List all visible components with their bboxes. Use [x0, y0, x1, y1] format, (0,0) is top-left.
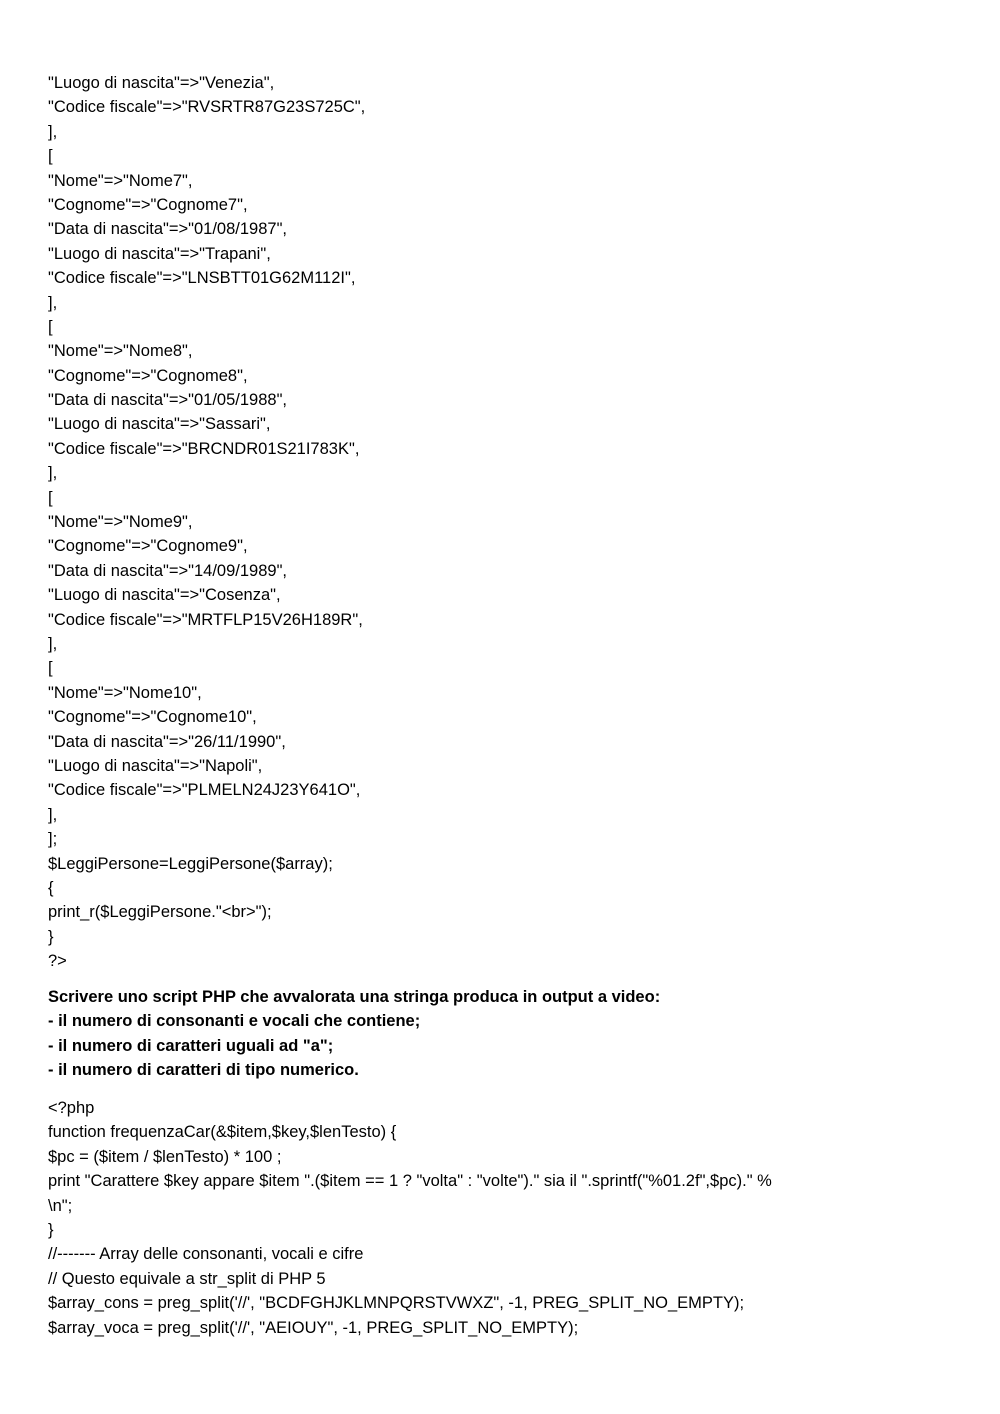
- statement-line: - il numero di caratteri uguali ad "a";: [48, 1036, 334, 1055]
- code-line: "Codice fiscale"=>"PLMELN24J23Y641O",: [48, 781, 361, 800]
- code-line: "Cognome"=>"Cognome9",: [48, 537, 248, 556]
- code-line: "Data di nascita"=>"01/08/1987",: [48, 220, 288, 239]
- statement-line: Scrivere uno script PHP che avvalorata una stringa produca in output a video:: [48, 988, 661, 1006]
- exercise-statement: [48, 985, 948, 1083]
- code-line: [: [48, 659, 53, 678]
- statement-line: - il numero di caratteri di tipo numerico.: [48, 1061, 359, 1080]
- code-block-frequenza: [48, 1096, 948, 1340]
- code-line: // Questo equivale a str_split di PHP 5: [48, 1269, 326, 1288]
- code-line: [: [48, 488, 53, 507]
- code-line: ],: [48, 805, 58, 824]
- code-line: "Luogo di nascita"=>"Cosenza",: [48, 586, 281, 605]
- code-line: "Codice fiscale"=>"MRTFLP15V26H189R",: [48, 610, 363, 629]
- code-line: "Codice fiscale"=>"LNSBTT01G62M112I",: [48, 269, 356, 288]
- code-line: "Cognome"=>"Cognome8",: [48, 366, 248, 385]
- code-line: <?php: [48, 1099, 95, 1117]
- code-line: "Nome"=>"Nome8",: [48, 342, 193, 361]
- code-line: {: [48, 878, 54, 897]
- code-line: "Codice fiscale"=>"RVSRTR87G23S725C",: [48, 98, 366, 117]
- code-line: ?>: [48, 952, 67, 971]
- code-line: ],: [48, 293, 58, 312]
- code-line: "Luogo di nascita"=>"Trapani",: [48, 244, 271, 263]
- code-line: print_r($LeggiPersone."<br>");: [48, 903, 272, 922]
- code-line: $array_voca = preg_split('//', "AEIOUY", -1, PREG_SPLIT_NO_EMPTY);: [48, 1318, 579, 1337]
- code-line: "Data di nascita"=>"01/05/1988",: [48, 391, 288, 410]
- code-line: "Nome"=>"Nome9",: [48, 513, 193, 532]
- statement-line: - il numero di consonanti e vocali che contiene;: [48, 1012, 421, 1031]
- code-line: \n";: [48, 1196, 73, 1215]
- code-line: "Luogo di nascita"=>"Venezia",: [48, 74, 275, 92]
- code-line: $LeggiPersone=LeggiPersone($array);: [48, 854, 333, 873]
- code-line: $pc = ($item / $lenTesto) * 100 ;: [48, 1147, 282, 1166]
- code-line: ],: [48, 464, 58, 483]
- code-line: "Nome"=>"Nome7",: [48, 171, 193, 190]
- code-line: print "Carattere $key appare $item ".($item == 1 ? "volta" : "volte")." sia il ".sprintf("%01.2f",$pc)." %: [48, 1172, 772, 1191]
- code-line: "Luogo di nascita"=>"Napoli",: [48, 756, 263, 775]
- code-line: "Codice fiscale"=>"BRCNDR01S21I783K",: [48, 439, 360, 458]
- code-line: "Data di nascita"=>"14/09/1989",: [48, 561, 288, 580]
- code-line: }: [48, 927, 54, 946]
- code-line: "Cognome"=>"Cognome10",: [48, 708, 257, 727]
- code-line: [: [48, 147, 53, 166]
- code-line: "Cognome"=>"Cognome7",: [48, 195, 248, 214]
- code-line: //------- Array delle consonanti, vocali e cifre: [48, 1245, 364, 1264]
- code-line: "Data di nascita"=>"26/11/1990",: [48, 732, 286, 751]
- code-line: ],: [48, 634, 58, 653]
- code-line: "Nome"=>"Nome10",: [48, 683, 202, 702]
- code-line: function frequenzaCar(&$item,$key,$lenTesto) {: [48, 1123, 397, 1142]
- code-line: $array_cons = preg_split('//', "BCDFGHJKLMNPQRSTVWXZ", -1, PREG_SPLIT_NO_EMPTY);: [48, 1294, 745, 1313]
- code-line: "Luogo di nascita"=>"Sassari",: [48, 415, 271, 434]
- code-block-persone: [48, 71, 948, 973]
- code-line: ];: [48, 830, 58, 849]
- code-line: }: [48, 1220, 54, 1239]
- code-line: ],: [48, 122, 58, 141]
- code-line: [: [48, 317, 53, 336]
